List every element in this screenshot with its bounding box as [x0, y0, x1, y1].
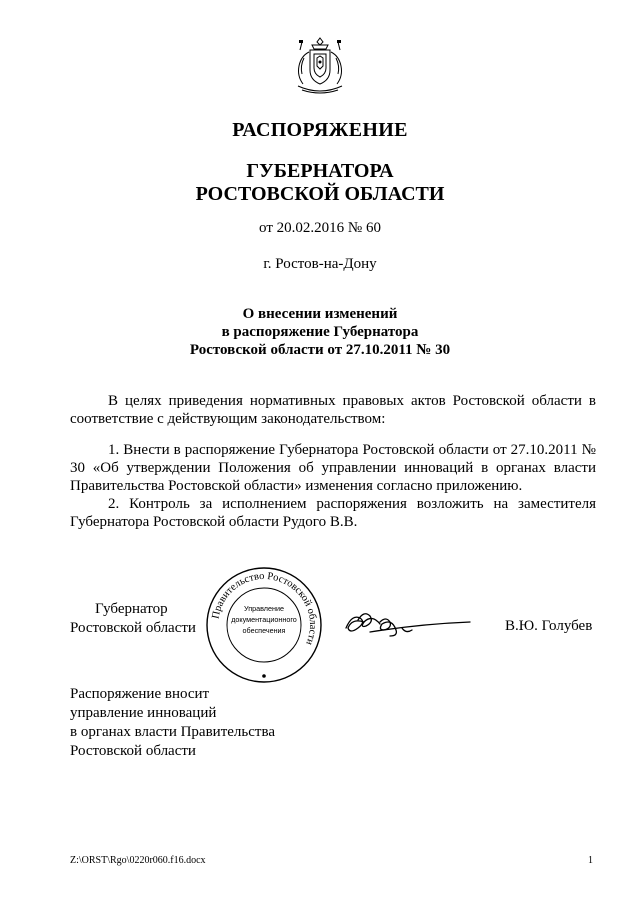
issuer-title-line1: ГУБЕРНАТОРА — [246, 160, 394, 182]
subject-heading — [0, 305, 640, 359]
subject-line: в распоряжение Губернатора — [221, 324, 419, 340]
item-1-paragraph: 1. Внести в распоряжение Губернатора Ростовской области от 27.10.2011 № 30 «Об утверждении Положения об управлении инноваций в органах власти Правительства Ростовской области» изменения согласно приложению. — [70, 442, 596, 494]
position-line2: Ростовской области — [70, 620, 196, 636]
date-and-number: от 20.02.2016 № 60 — [259, 220, 381, 236]
document-body — [70, 392, 596, 531]
page-number: 1 — [588, 855, 593, 866]
signatory-name: В.Ю. Голубев — [505, 618, 593, 634]
issuer-title-line2: РОСТОВСКОЙ ОБЛАСТИ — [195, 183, 445, 205]
coat-of-arms-icon — [292, 36, 348, 96]
handwritten-signature — [340, 598, 480, 648]
preamble-paragraph: В целях приведения нормативных правовых актов Ростовской области в соответствие с действующим законодательством: — [70, 393, 596, 427]
submitted-by-line: Распоряжение вносит — [70, 686, 210, 702]
file-path: Z:\ORST\Rgo\0220r060.f16.docx — [70, 855, 206, 866]
submitted-by-note — [70, 685, 275, 761]
svg-text:документационного: документационного — [231, 615, 297, 624]
item-2-paragraph: 2. Контроль за исполнением распоряжения возложить на заместителя Губернатора Ростовской области Рудого В.В. — [70, 496, 596, 530]
subject-line: О внесении изменений — [242, 306, 398, 322]
submitted-by-line: Ростовской области — [70, 743, 196, 759]
submitted-by-line: управление инноваций — [70, 705, 217, 721]
document-type-title: РАСПОРЯЖЕНИЕ — [232, 119, 408, 141]
svg-text:обеспечения: обеспечения — [242, 626, 286, 635]
submitted-by-line: в органах власти Правительства — [70, 724, 275, 740]
position-line1: Губернатор — [95, 601, 168, 617]
official-stamp — [204, 565, 324, 685]
svg-text:Управление: Управление — [244, 604, 284, 613]
subject-line: Ростовской области от 27.10.2011 № 30 — [189, 342, 451, 358]
city-line: г. Ростов-на-Дону — [263, 256, 377, 272]
signatory-position — [70, 600, 196, 638]
svg-text:Правительство Ростовской облас: Правительство Ростовской области — [210, 570, 319, 647]
